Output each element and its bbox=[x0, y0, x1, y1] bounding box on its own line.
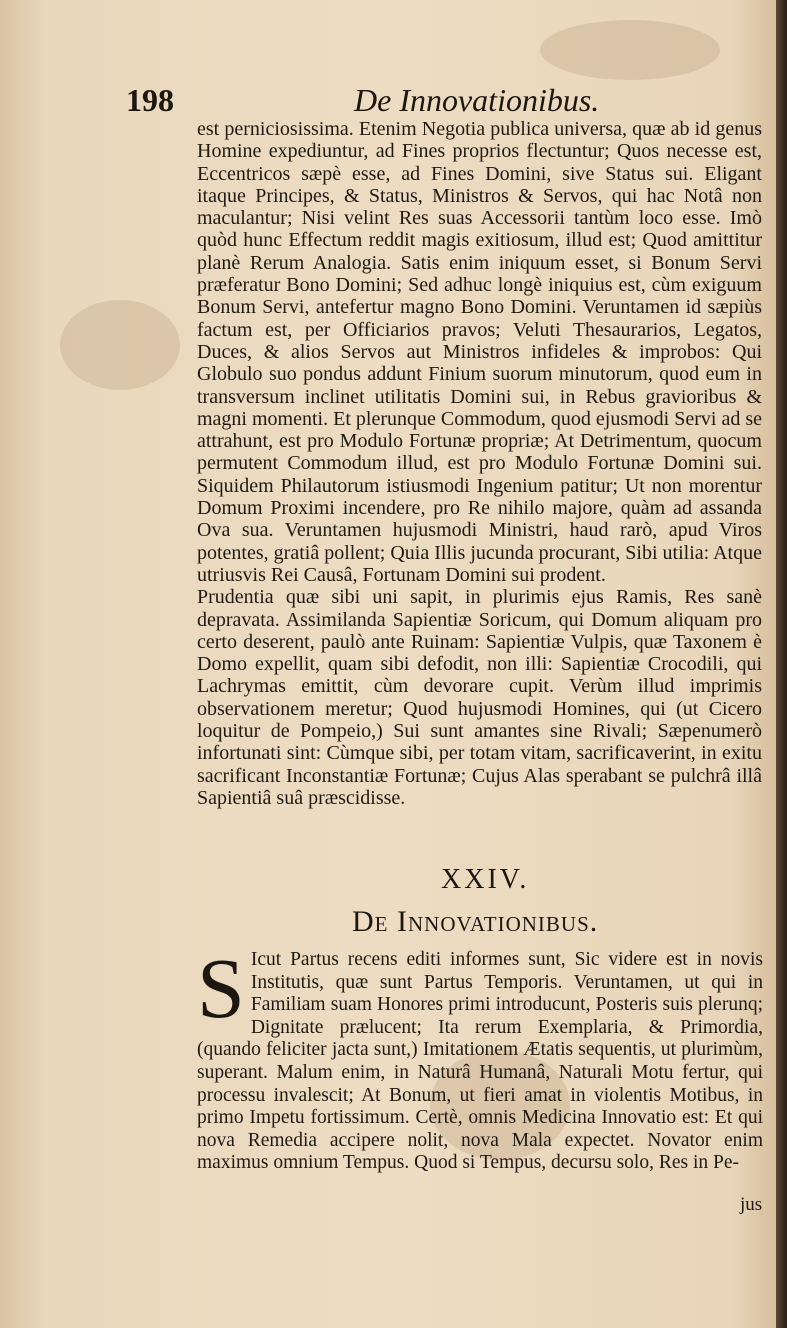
chapter-paragraph: Icut Partus recens editi informes sunt, Sic videre est in novis Institutis, quæ sunt Partus Temporis. Veruntamen, ut qui in Familiam suam Honores primi introducunt, Posteris suis plerunq; Dignitate prælucent; Ita rerum Exemplaria, & Primordia, (quando feliciter jacta sunt,) Imitationem Ætatis sequentis, ut plurimùm, superant. Malum enim, in Naturâ Humanâ, Naturali Motu fertur, qui processu invalescit; At Bonum, ut fieri amat in violentis Motibus, in primo Impetu fortissimum. Certè, omnis Medicina Innovatio est: Et qui nova Remedia accipere nolit, nova Mala expectet. Novator enim maximus omnium Tempus. Quod si Tempus, decursu solo, Res in Pe- bbox=[197, 949, 763, 1174]
book-edge bbox=[776, 0, 787, 1328]
paper-stain bbox=[540, 20, 720, 80]
paragraph: est perniciosissima. Etenim Negotia publica universa, quæ ab id genus Homine expediuntur, ad Fines proprios flectuntur; Quos necesse est, Eccentricos sæpè esse, ad Fines Domini, sive Status sui. Eligant itaque Principes, & Status, Ministros & Servos, qui hac Notâ non maculantur; Nisi velint Res suas Accessorii tantùm loco esse. Imò quòd hunc Effectum reddit magis exitiosum, illud est; Quod amittitur planè Rerum Analogia. Satis enim iniquum esset, si Bonum Servi præferatur Bono Domini; Sed adhuc longè iniquius est, cùm exiguum Bonum Servi, antefertur magno Bono Domini. Veruntamen id sæpiùs factum est, per Officiarios pravos; Veluti Thesaurarios, Legatos, Duces, & alios Servos aut Ministros infideles & improbos: Qui Globulo suo pondus addunt Finium suorum minutorum, quod eum in transversum inclinet utilitatis Domini sui, in Rebus gravioribus & magni momenti. Et plerunque Commodum, quod ejusmodi Servi ad se attrahunt, est pro Modulo Fortunæ propriæ; At Detrimentum, quocum permutent Commodum illud, est pro Modulo Fortunæ Domini sui. Siquidem Philautorum istiusmodi Ingenium patitur; Ut non morentur Domum Proximi incendere, pro Re nihilo majore, quàm ad assanda Ova sua. Veruntamen hujusmodi Ministri, haud rarò, apud Viros potentes, gratiâ pollent; Quia Illis jucunda procurant, Sibi utilia: Atque utriusvis Rei Causâ, Fortunam Domini sui prodent. bbox=[197, 118, 762, 586]
running-title: De Innovationibus. bbox=[354, 82, 600, 118]
chapter-body bbox=[197, 940, 763, 1175]
paper-stain bbox=[60, 300, 180, 390]
chapter-number: XXIV. bbox=[441, 864, 530, 895]
essay-continuation bbox=[197, 118, 762, 809]
catchword: jus bbox=[740, 1194, 763, 1215]
drop-cap: S bbox=[197, 940, 245, 1036]
page-number: 198 bbox=[126, 82, 174, 118]
running-head bbox=[126, 82, 726, 122]
paragraph: Prudentia quæ sibi uni sapit, in plurimis ejus Ramis, Res sanè depravata. Assimilanda Sapientiæ Soricum, qui Domum aliquam pro certo deserent, paulò ante Ruinam: Sapientiæ Vulpis, quæ Taxonem è Domo expellit, quam sibi defodit, non illi: Sapientiæ Crocodili, qui Lachrymas emittit, cùm devorare cupit. Verùm illud imprimis observationem meretur; Quod hujusmodi Homines, qui (ut Cicero loquitur de Pompeio,) Sui sunt amantes sine Rivali; Sæpenumerò infortunati sint: Cùmque sibi, per totam vitam, sacrificaverint, in exitu sacrificant Inconstantiæ Fortunæ; Cujus Alas sperabant se pulchrâ illâ Sapientiâ suâ præscidisse. bbox=[197, 586, 762, 809]
chapter-title: De Innovationibus. bbox=[352, 905, 599, 938]
